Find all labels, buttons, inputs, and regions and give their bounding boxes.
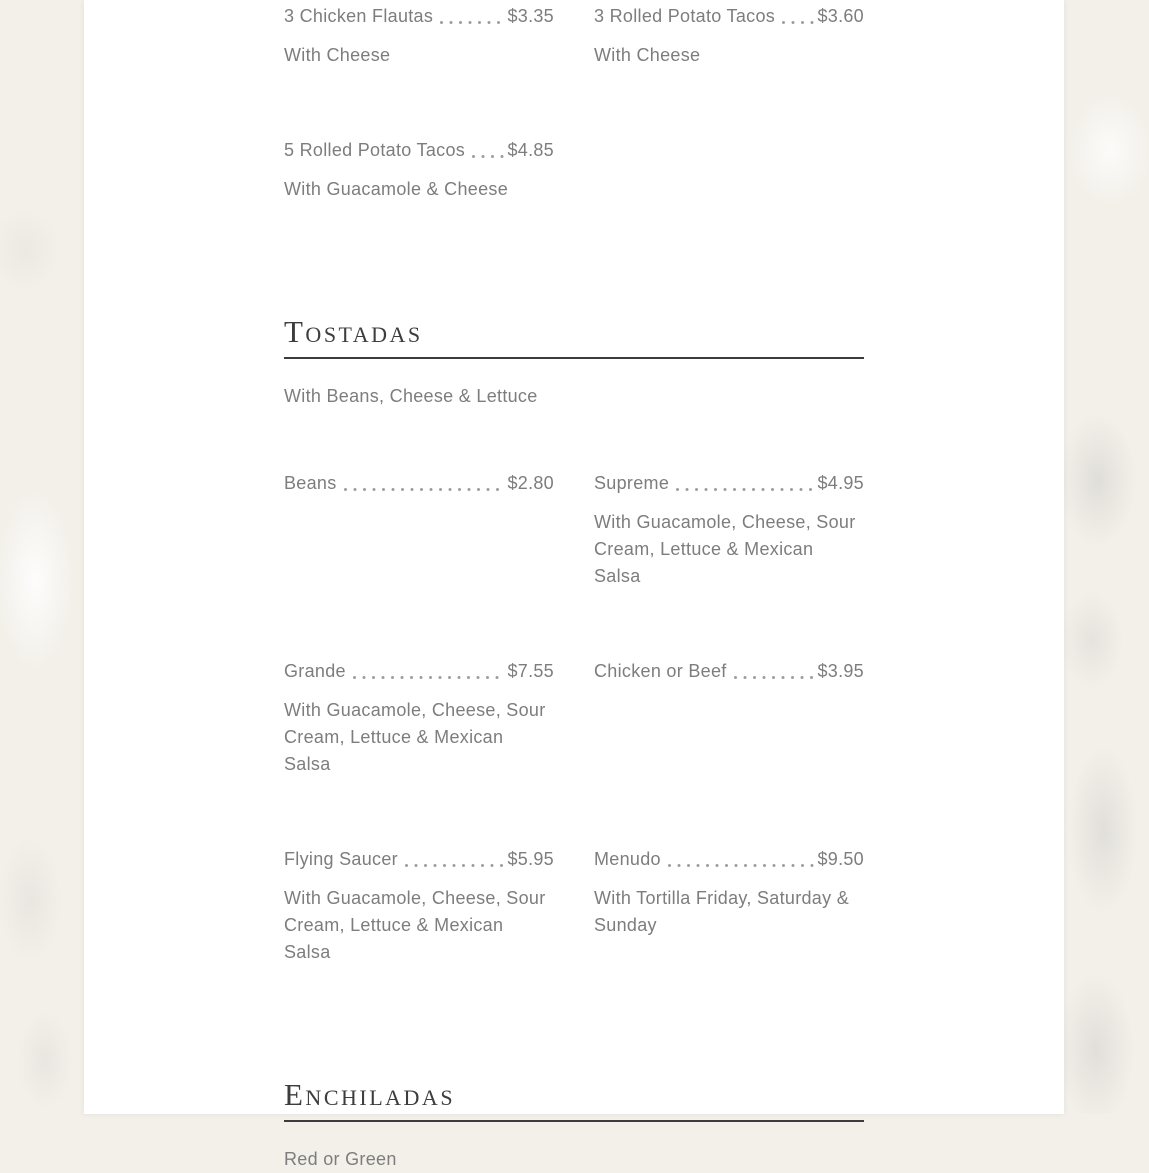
menu-item [594,3,864,69]
menu-item [284,3,554,69]
item-price: $2.80 [507,473,554,493]
item-name: Flying Saucer [284,849,398,869]
dotted-leader [405,846,506,873]
section-title: Tostadas [284,314,423,349]
item-title-row [594,658,864,685]
item-price: $7.55 [507,661,554,681]
item-price: $5.95 [507,849,554,869]
item-description: With Guacamole, Cheese, Sour Cream, Lettuce & Mexican Salsa [284,700,546,774]
item-price: $9.50 [817,849,864,869]
item-description: With Guacamole & Cheese [284,179,508,199]
item-name: Beans [284,473,337,493]
item-name: Grande [284,661,346,681]
dotted-leader [344,470,506,497]
item-title-row [284,137,554,164]
item-title-row [594,846,864,873]
item-name: 3 Chicken Flautas [284,6,434,26]
item-price: $3.60 [817,6,864,26]
item-title-row [284,470,554,497]
item-title-row [284,3,554,30]
item-title-row [594,3,864,30]
dotted-leader [353,658,506,685]
item-description: With Tortilla Friday, Saturday & Sunday [594,888,850,935]
dotted-leader [782,3,815,30]
item-description: With Guacamole, Cheese, Sour Cream, Lettuce & Mexican Salsa [594,512,856,586]
menu-item [594,846,864,966]
item-title-row [284,658,554,685]
item-price: $4.95 [817,473,864,493]
section-divider [284,1120,864,1122]
item-price: $3.95 [817,661,864,681]
item-price: $3.35 [507,6,554,26]
menu-section [284,3,864,203]
item-description: With Guacamole, Cheese, Sour Cream, Lettuce & Mexican Salsa [284,888,546,962]
item-title-row [284,846,554,873]
item-name: 5 Rolled Potato Tacos [284,140,466,160]
section-items [284,3,864,203]
menu-section [284,315,864,966]
menu-item [284,846,554,966]
section-description: With Beans, Cheese & Lettuce [284,386,538,406]
menu-item [284,658,554,778]
dotted-leader [734,658,816,685]
menu-item [284,137,554,203]
item-description: With Cheese [284,45,391,65]
menu-page [84,0,1064,1169]
menu-item [594,658,864,778]
item-description: With Cheese [594,45,701,65]
dotted-leader [440,3,505,30]
item-name: Supreme [594,473,670,493]
section-description: Red or Green [284,1149,397,1169]
dotted-leader [676,470,815,497]
section-divider [284,357,864,359]
section-title: Enchiladas [284,1077,456,1112]
item-name: Chicken or Beef [594,661,727,681]
item-name: 3 Rolled Potato Tacos [594,6,776,26]
menu-item [284,470,554,590]
item-title-row [594,470,864,497]
dotted-leader [668,846,816,873]
section-items [284,470,864,966]
menu-section [284,1078,864,1173]
dotted-leader [472,137,505,164]
menu-item [594,470,864,590]
item-name: Menudo [594,849,661,869]
item-price: $4.85 [507,140,554,160]
menu-content [284,0,864,1173]
